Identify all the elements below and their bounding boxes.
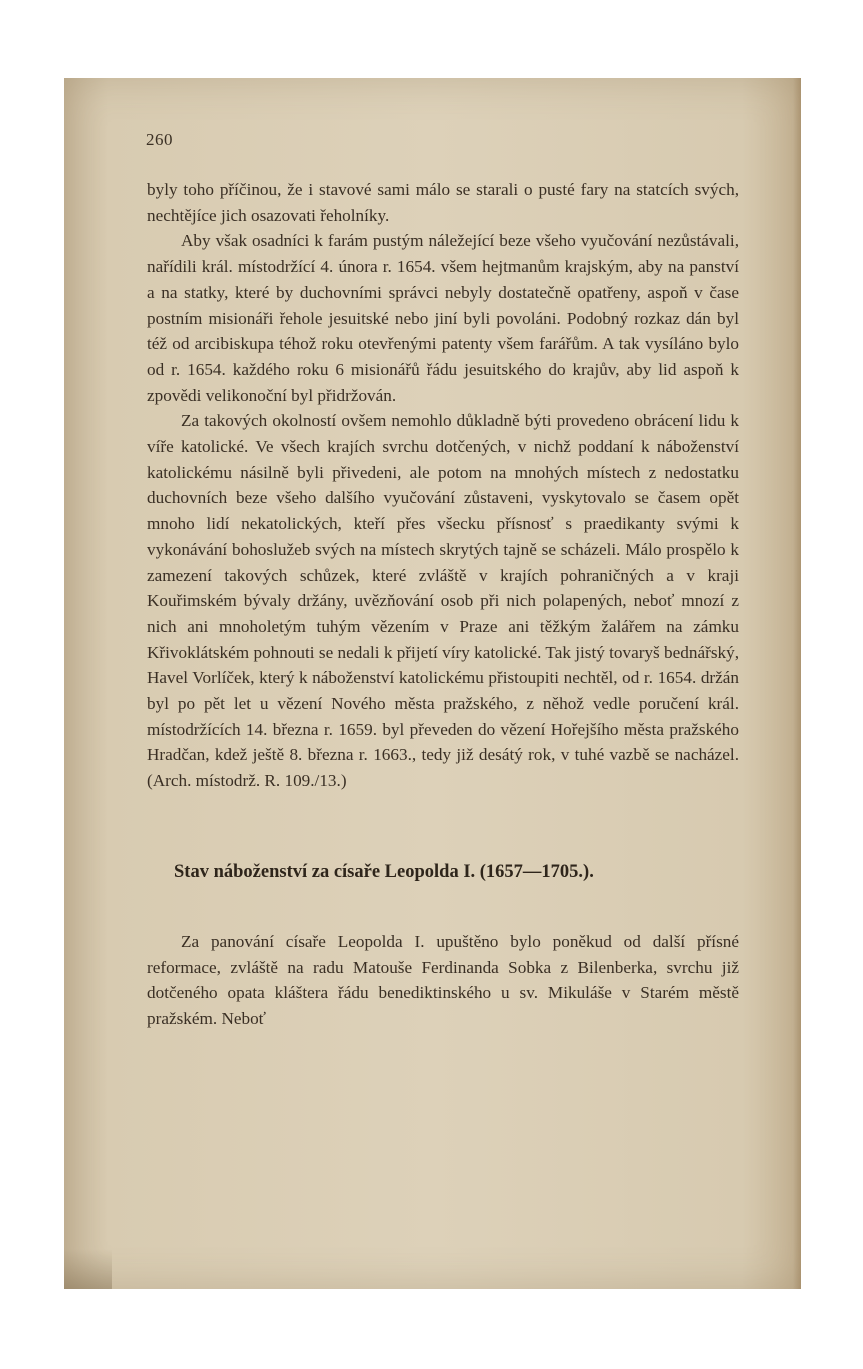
paragraph-continuation: byly toho příčinou, že i stavové sami málo se starali o pusté fary na statcích svých, nechtějíce jich osazovati řeholníky. — [147, 180, 739, 225]
page-corner-stain — [64, 1249, 112, 1289]
paragraph-missionaries: Aby však osadníci k farám pustým náležející beze všeho vyučování nezůstávali, nařídili král. místodržící 4. února r. 1654. všem hejtmanům krajským, aby na panství a na statky, které by duchovními správci nebyly dostatečně opatřeny, aspoň v čase postním misionáři řehole jesuitské nebo jiní byli povoláni. Podobný rozkaz dán byl též od arcibiskupa téhož roku otevřenými patenty všem farářům. A tak vysíláno bylo od r. 1654. každého roku 6 misionářů řádu jesuitského do krajův, aby lid aspoň k zpovědi velikonoční byl přidržován. — [147, 231, 739, 405]
book-page — [64, 78, 801, 1289]
section-text — [147, 929, 739, 1032]
paragraph-leopold: Za panování císaře Leopolda I. upuštěno bylo poněkud od další přísné reformace, zvláště na radu Matouše Ferdinanda Sobka z Bilenberka, svrchu již dotčeného opata kláštera řádu benediktinského u sv. Mikuláše v Starém městě pražském. Neboť — [147, 932, 739, 1029]
page-edge-shadow — [793, 78, 801, 1289]
page-number: 260 — [146, 130, 173, 149]
main-text — [147, 177, 739, 794]
section-heading: Stav náboženství za císaře Leopolda I. (1657—1705.). — [174, 862, 594, 882]
paragraph-conversion: Za takových okolností ovšem nemohlo důkladně býti provedeno obrácení lidu k víře katolické. Ve všech krajích svrchu dotčených, v nichž poddaní k náboženství katolickému násilně byli přivedeni, ale potom na mnohých místech z nedostatku duchovních beze všeho dalšího vyučování zůstaveni, vyskytovalo se časem opět mnoho lidí nekatolických, kteří přes všecku přísnosť s praedikanty svými k vykonávání bohoslužeb svých na místech skrytých tajně se scházeli. Málo prospělo k zamezení takových schůzek, které zvláště v krajích pohraničných a v kraji Kouřimském bývaly držány, uvězňování osob při nich polapených, neboť mnozí z nich ani mnoholetým tuhým vězením v Praze ani těžkým žalářem na zámku Křivoklátském pohnouti se nedali k přijetí víry katolické. Tak jistý tovaryš bednářský, Havel Vorlíček, který k náboženství katolickému přistoupiti nechtěl, od r. 1654. držán byl po pět let u vězení Nového města pražského, z něhož vedle poručení král. místodržících 14. března r. 1659. byl převeden do vězení Hořejšího města pražského Hradčan, kdež ještě 8. března r. 1663., tedy již desátý rok, v tuhé vazbě se nacházel. (Arch. místodrž. R. 109./13.) — [147, 411, 739, 791]
